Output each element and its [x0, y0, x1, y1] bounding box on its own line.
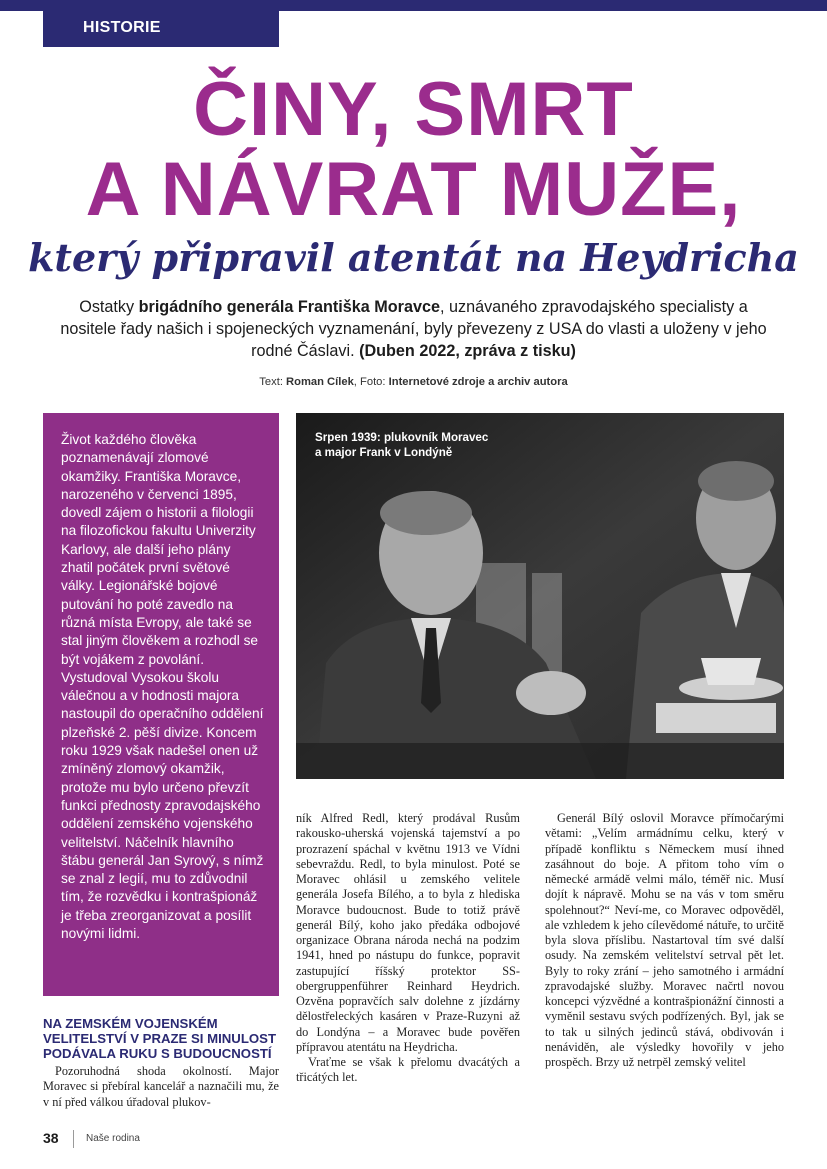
photo-illustration — [296, 413, 784, 779]
article-subtitle: který připravil atentát na Heydricha — [28, 235, 799, 280]
sidebar-text: Život každého člověka poznamenávají zlomové okamžiky. Františka Moravce, narozeného v červenci 1895, dovedl zájem o historii a filologii na filozofickou fakultu Univerzity Karlovy, ale další jeho plány zhatil počátek první světové války. Legionářské bojové putování ho poté zavedlo na různá místa Evropy, ale také se stal jiným člověkem a rozhodl se být vojákem z povolání. Vystudoval Vysokou školu válečnou a v hodnosti majora nastoupil do operačního oddělení plzeňské 2. pěší divize. Koncem roku 1929 však nadešel onen už zmíněný zlomový okamžik, protože mu bylo určeno převzít funkci přednosty zpravodajského oddělení zemského vojenského velitelství. Náčelník hlavního štábu generál Jan Syrový, s nímž se znal z legií, mu to zdůvodnil tím, že rozvědku i kontrašpionáž je třeba zreorganizovat a posílit novými lidmi. — [61, 432, 264, 942]
paragraph: Generál Bílý oslovil Moravce přímočarými větami: „Velím armádnímu celku, který v případě konfliktu s Německem musí ihned zasáhnout do boje. A přitom toho vím o německé armádě velmi málo, téměř nic. Musí dojít k nápravě. Mohu se na vás v tom směru spolehnout?“ Neví-me, co Moravec odpověděl, ale vzhledem k jeho cílevědomé nátuře, to určitě byla slova příslibu. Nastartoval tím své další osudy. Na zemském velitelství setrval pět let. Byly to roky zrání – jeho samotného i armádní zpravodajské služby. Moravec načrtl novou koncepci výzvědné a kontrašpionážní činnosti a vyměnil sestavu svých podřízených. Byl, jak se to tak u silných jedinců stává, obdivován i nenáviděn, ale výsledky hovořily v jeho prospěch. Brzy už netrpěl zemský velitel — [545, 811, 785, 1069]
text-column-2 — [296, 811, 520, 1086]
paragraph: Pozoruhodná shoda okolností. Major Moravec si přebíral kancelář a naznačili mu, že v ní před válkou úřadoval plukov- — [43, 1064, 279, 1109]
article-title-line-2: A NÁVRAT MUŽE, — [85, 147, 742, 232]
lead-text: , uznávaného zpravodajského specialisty a nositele řady našich i spojeneckých vyznamenání, byly převezeny z USA do vlasti a uloženy v jeho rodné Čáslavi. — [60, 298, 767, 360]
historical-photo — [296, 413, 784, 779]
caption-line: a major Frank v Londýně — [315, 446, 453, 459]
photo-caption — [315, 430, 488, 460]
text-column-3 — [545, 811, 784, 1070]
top-bar — [0, 0, 827, 11]
article-title-line-1: ČINY, SMRT — [193, 67, 634, 152]
text-column-1 — [43, 1064, 279, 1110]
section-tag: HISTORIE — [43, 11, 279, 47]
page-number: 38 — [43, 1130, 59, 1146]
paragraph: ník Alfred Redl, který prodával Rusům rakousko-uherská vojenská tajemství a po prozrazení spáchal v květnu 1913 ve Vídni sebevraždu. Redl, to byla minulost. Poté se Moravec ohlásil u zemského velitele generála Josefa Bílého, a to byla z hlediska Moravce budoucnost. Bude to totiž právě generál Bílý, koho jako předáka odbojové organizace Obrana národa nechá na podzim 1941, hned po nástupu do funkce, popravit zastupující říšský protektor SS-obergruppenführer Reinhard Heydrich. Ozvěna popravčích salv dolehne z jízdárny dělostřeleckých kasáren v Praze-Ruzyni až do Londýna – a Moravec bude pověřen přípravou atentátu na Heydricha. — [296, 811, 520, 1054]
footer-divider — [73, 1130, 74, 1148]
paragraph: Vraťme se však k přelomu dvacátých a třicátých let. — [296, 1055, 520, 1085]
section-subhead: NA ZEMSKÉM VOJENSKÉM VELITELSTVÍ V PRAZE SI MINULOST PODÁVALA RUKU S BUDOUCNOSTÍ — [43, 1016, 276, 1061]
article-lead — [50, 296, 777, 362]
intro-sidebar — [43, 413, 279, 996]
lead-text: Ostatky — [79, 298, 139, 316]
lead-bold-source: (Duben 2022, zpráva z tisku) — [359, 342, 576, 360]
article-credits — [0, 376, 827, 388]
credits-author: Roman Cílek — [286, 376, 354, 388]
caption-line: Srpen 1939: plukovník Moravec — [315, 431, 489, 444]
credits-photo-label: , Foto: — [353, 376, 389, 388]
credits-photo: Internetové zdroje a archiv autora — [388, 376, 568, 388]
lead-bold-name: brigádního generála Františka Moravce — [138, 298, 440, 316]
magazine-name: Naše rodina — [86, 1133, 140, 1144]
credits-text-label: Text: — [259, 376, 287, 388]
